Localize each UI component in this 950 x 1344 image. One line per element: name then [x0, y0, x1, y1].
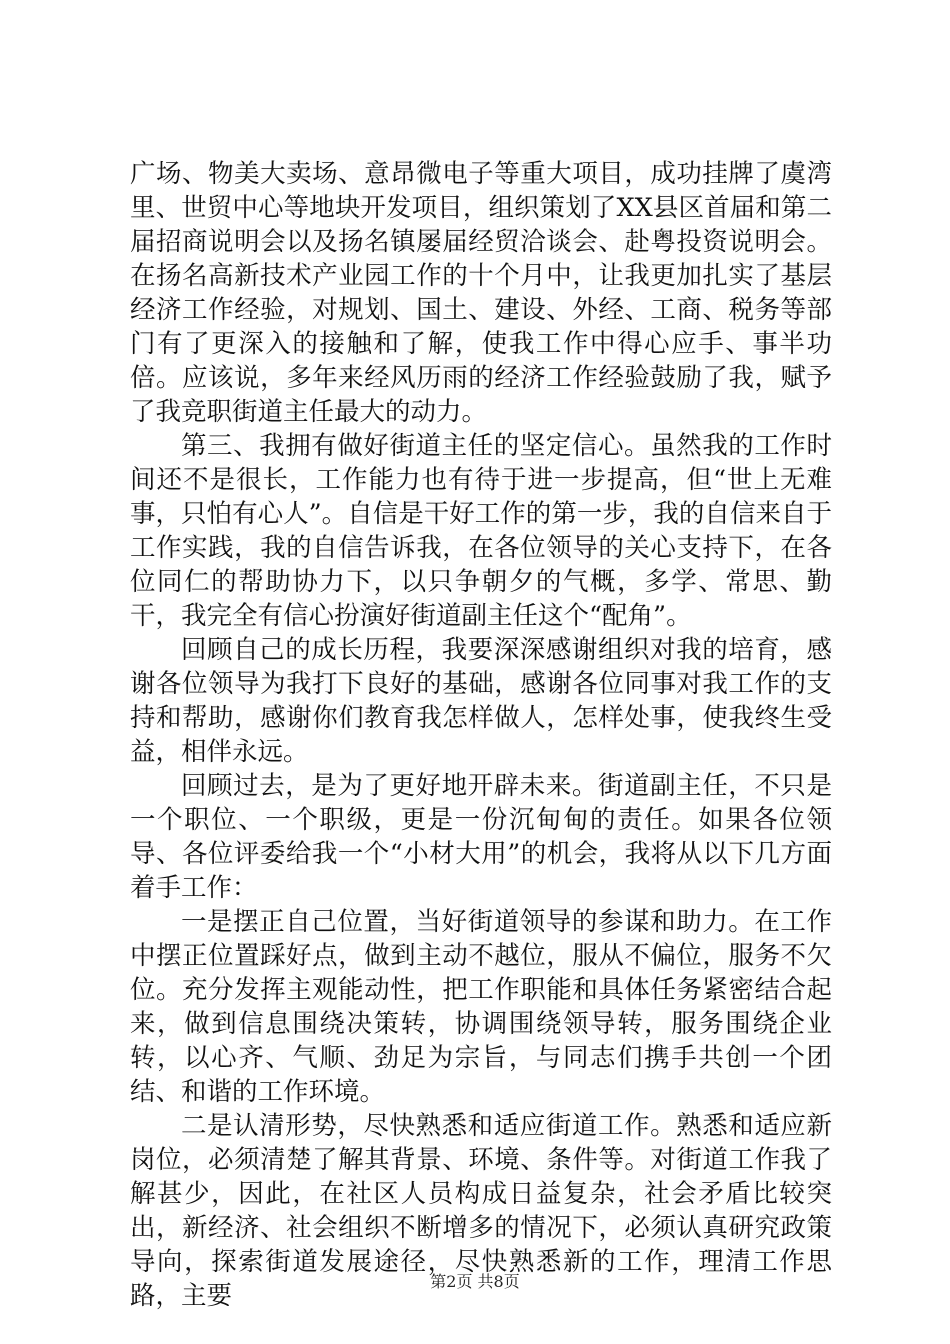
paragraph-6: 二是认清形势，尽快熟悉和适应街道工作。熟悉和适应新岗位，必须清楚了解其背景、环境、条件等。对街道工作我了解甚少，因此，在社区人员构成日益复杂，社会矛盾比较突出，新经济、社会组织不断增多的情况下，必须认真研究政策导向，探索街道发展途径，尽快熟悉新的工作，理清工作思路，主要 [130, 1111, 832, 1311]
paragraph-1: 广场、物美大卖场、意昂微电子等重大项目，成功挂牌了虞湾里、世贸中心等地块开发项目，组织策划了XX县区首届和第二届招商说明会以及扬名镇屡届经贸洽谈会、赴粤投资说明会。在扬名高新技术产业园工作的十个月中，让我更加扎实了基层经济工作经验，对规划、国土、建设、外经、工商、税务等部门有了更深入的接触和了解，使我工作中得心应手、事半功倍。应该说，多年来经风历雨的经济工作经验鼓励了我，赋予了我竞职街道主任最大的动力。 [130, 159, 832, 427]
paragraph-2: 第三、我拥有做好街道主任的坚定信心。虽然我的工作时间还不是很长，工作能力也有待于进一步提高，但“世上无难事，只怕有心人”。自信是干好工作的第一步，我的自信来自于工作实践，我的自信告诉我，在各位领导的关心支持下，在各位同仁的帮助协力下，以只争朝夕的气概，多学、常思、勤干，我完全有信心扮演好街道副主任这个“配角”。 [130, 431, 832, 631]
page-footer: 第2页 共8页 [430, 1272, 520, 1291]
paragraph-4: 回顾过去，是为了更好地开辟未来。街道副主任，不只是一个职位、一个职级，更是一份沉甸甸的责任。如果各位领导、各位评委给我一个“小材大用”的机会，我将从以下几方面着手工作： [130, 771, 832, 903]
document-body [130, 157, 832, 1313]
paragraph-3: 回顾自己的成长历程，我要深深感谢组织对我的培育，感谢各位领导为我打下良好的基础，感谢各位同事对我工作的支持和帮助，感谢你们教育我怎样做人，怎样处事，使我终生受益，相伴永远。 [130, 635, 832, 767]
paragraph-5: 一是摆正自己位置，当好街道领导的参谋和助力。在工作中摆正位置踩好点，做到主动不越位，服从不偏位，服务不欠位。充分发挥主观能动性，把工作职能和具体任务紧密结合起来，做到信息围绕决策转，协调围绕领导转，服务围绕企业转，以心齐、气顺、劲足为宗旨，与同志们携手共创一个团结、和谐的工作环境。 [130, 907, 832, 1107]
